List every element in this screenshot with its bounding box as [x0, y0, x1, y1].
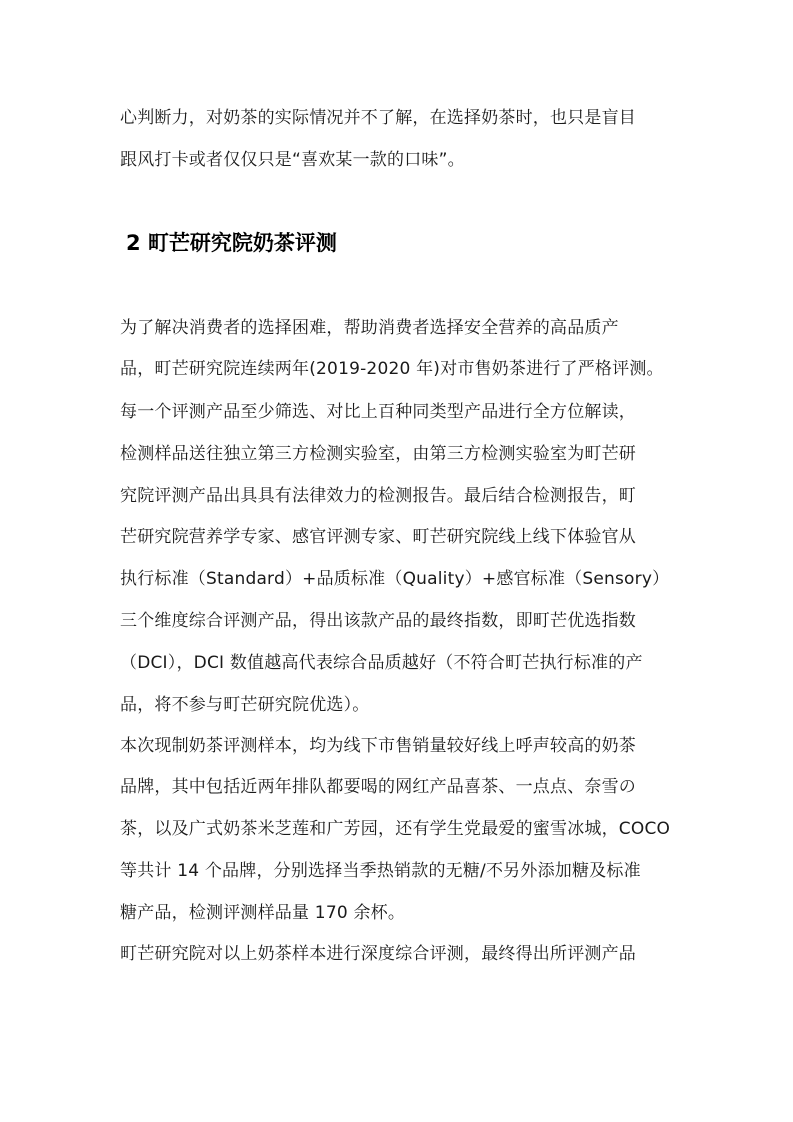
paragraph1-line-6: 芒研究院营养学专家、感官评测专家、町芒研究院线上线下体验官从 — [120, 527, 636, 547]
intro-line-2: 跟风打卡或者仅仅只是“喜欢某一款的口味”。 — [120, 150, 465, 170]
paragraph1-line-1: 为了解决消费者的选择困难，帮助消费者选择安全营养的高品质产 — [120, 318, 619, 338]
paragraph1-line-3: 每一个评测产品至少筛选、对比上百种同类型产品进行全方位解读， — [120, 402, 636, 422]
paragraph1-line-2: 品，町芒研究院连续两年(2019-2020 年)对市售奶茶进行了严格评测。 — [120, 359, 664, 379]
paragraph1-line-7: 执行标准（Standard）+品质标准（Quality）+感官标准（Sensory） — [120, 569, 670, 589]
paragraph3-line-1: 町芒研究院对以上奶茶样本进行深度综合评测，最终得出所评测产品 — [120, 944, 636, 964]
paragraph1-line-9: （DCI），DCI 数值越高代表综合品质越好（不符合町芒执行标准的产 — [120, 653, 643, 673]
paragraph2-line-1: 本次现制奶茶评测样本，均为线下市售销量较好线上呼声较高的奶茶 — [120, 736, 636, 756]
paragraph1-line-5: 究院评测产品出具具有法律效力的检测报告。最后结合检测报告，町 — [120, 486, 636, 506]
intro-line-1: 心判断力，对奶茶的实际情况并不了解，在选择奶茶时，也只是盲目 — [120, 108, 636, 128]
section-heading: 2 町芒研究院奶茶评测 — [126, 231, 337, 255]
paragraph2-line-5: 糖产品，检测评测样品量 170 余杯。 — [120, 903, 406, 923]
paragraph1-line-10: 品，将不参与町芒研究院优选）。 — [120, 695, 370, 715]
paragraph2-line-3: 茶，以及广式奶茶米芝莲和广芳园，还有学生党最爱的蜜雪冰城，COCO — [120, 819, 671, 839]
paragraph1-line-8: 三个维度综合评测产品，得出该款产品的最终指数，即町芒优选指数 — [120, 611, 636, 631]
paragraph1-line-4: 检测样品送往独立第三方检测实验室，由第三方检测实验室为町芒研 — [120, 444, 636, 464]
paragraph2-line-2: 品牌，其中包括近两年排队都要喝的网红产品喜茶、一点点、奈雪の — [120, 777, 636, 797]
paragraph2-line-4: 等共计 14 个品牌，分别选择当季热销款的无糖/不另外添加糖及标准 — [120, 861, 641, 881]
